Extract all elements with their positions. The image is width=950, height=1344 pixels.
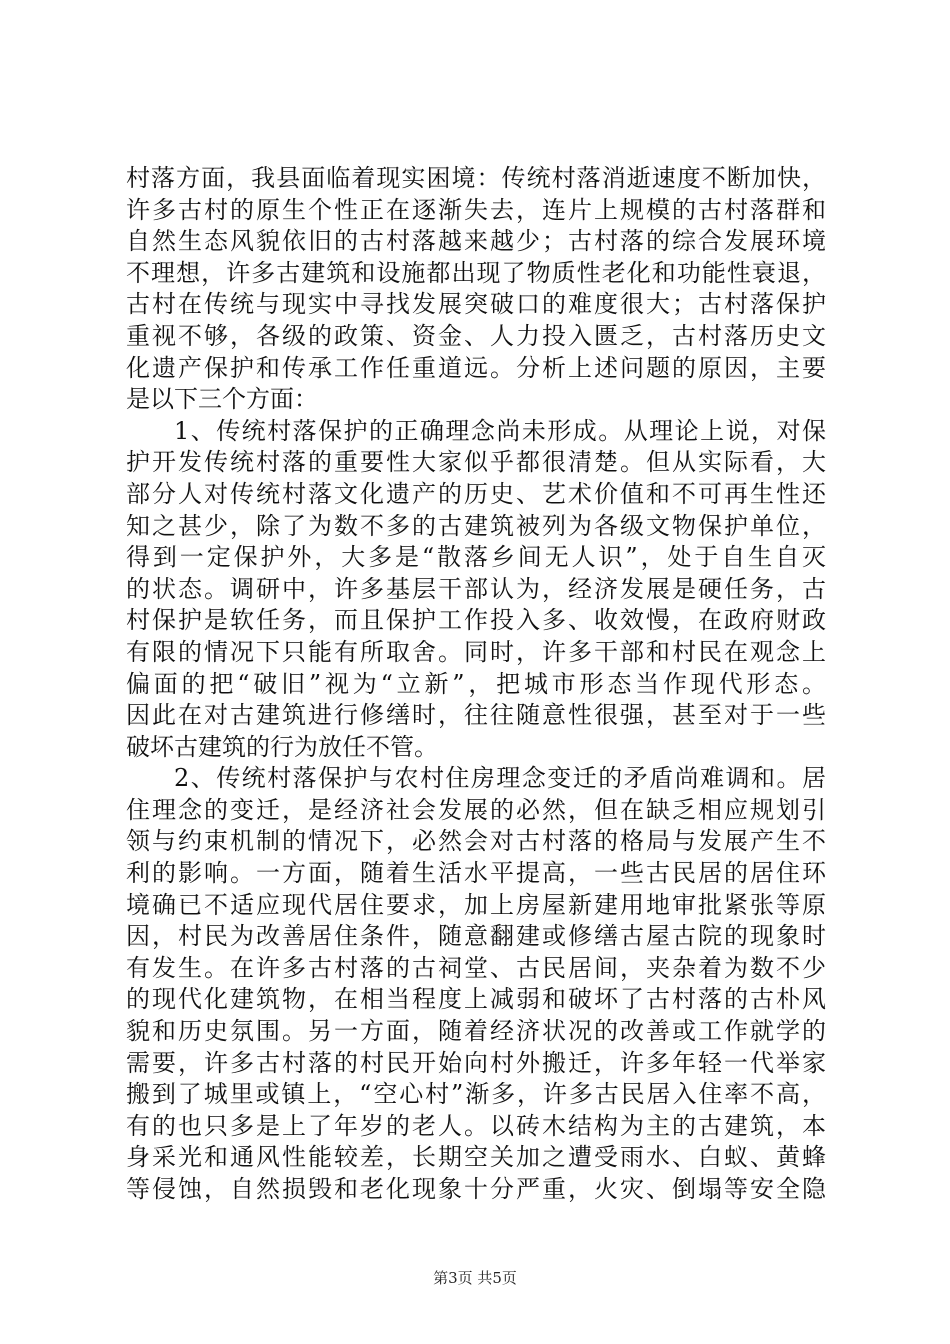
text-line: 偏面的把“破旧”视为“立新”，把城市形态当作现代形态。 xyxy=(126,669,826,698)
body-text xyxy=(126,163,826,1206)
text-line: 的现代化建筑物，在相当程度上减弱和破坏了古村落的古朴风 xyxy=(126,985,826,1014)
text-line: 知之甚少，除了为数不多的古建筑被列为各级文物保护单位， xyxy=(126,511,826,540)
text-line: 村落方面，我县面临着现实困境：传统村落消逝速度不断加快， xyxy=(126,164,826,192)
text-line: 需要，许多古村落的村民开始向村外搬迁，许多年轻一代举家 xyxy=(126,1048,826,1077)
page-footer xyxy=(0,1268,950,1288)
text-line: 古村在传统与现实中寻找发展突破口的难度很大；古村落保护 xyxy=(126,290,826,319)
text-line: 利的影响。一方面，随着生活水平提高，一些古民居的居住环 xyxy=(126,859,826,888)
text-line: 搬到了城里或镇上，“空心村”渐多，许多古民居入住率不高， xyxy=(126,1080,826,1109)
text-line: 身采光和通风性能较差，长期空关加之遭受雨水、白蚁、黄蜂 xyxy=(126,1143,826,1172)
text-line: 住理念的变迁，是经济社会发展的必然，但在缺乏相应规划引 xyxy=(126,795,826,824)
text-line: 有限的情况下只能有所取舍。同时，许多干部和村民在观念上 xyxy=(126,637,826,666)
text-line: 因，村民为改善居住条件，随意翻建或修缮古屋古院的现象时 xyxy=(126,922,826,951)
text-line: 护开发传统村落的重要性大家似乎都很清楚。但从实际看，大 xyxy=(126,448,826,477)
text-line: 村保护是软任务，而且保护工作投入多、收效慢，在政府财政 xyxy=(126,606,826,635)
text-line: 境确已不适应现代居住要求，加上房屋新建用地审批紧张等原 xyxy=(126,890,826,919)
text-line: 得到一定保护外，大多是“散落乡间无人识”，处于自生自灭 xyxy=(126,543,826,572)
page-number: 第3页 共5页 xyxy=(433,1269,517,1287)
paragraph-1-start: 1、传统村落保护的正确理念尚未形成。从理论上说，对保 xyxy=(174,416,826,445)
text-line: 有的也只多是上了年岁的老人。以砖木结构为主的古建筑，本 xyxy=(126,1111,826,1140)
text-line: 领与约束机制的情况下，必然会对古村落的格局与发展产生不 xyxy=(126,827,826,856)
text-line: 貌和历史氛围。另一方面，随着经济状况的改善或工作就学的 xyxy=(126,1017,826,1046)
text-line: 许多古村的原生个性正在逐渐失去，连片上规模的古村落群和 xyxy=(126,195,826,224)
text-line: 不理想，许多古建筑和设施都出现了物质性老化和功能性衰退， xyxy=(126,258,826,287)
text-line: 破坏古建筑的行为放任不管。 xyxy=(126,732,438,761)
text-line: 等侵蚀，自然损毁和老化现象十分严重，火灾、倒塌等安全隐 xyxy=(126,1175,826,1203)
text-line: 因此在对古建筑进行修缮时，往往随意性很强，甚至对于一些 xyxy=(126,701,826,730)
text-line: 重视不够，各级的政策、资金、人力投入匮乏，古村落历史文 xyxy=(126,321,826,350)
text-line: 自然生态风貌依旧的古村落越来越少；古村落的综合发展环境 xyxy=(126,227,826,256)
text-line: 的状态。调研中，许多基层干部认为，经济发展是硬任务，古 xyxy=(126,574,826,603)
text-line: 化遗产保护和传承工作任重道远。分析上述问题的原因，主要 xyxy=(126,353,826,382)
text-line: 有发生。在许多古村落的古祠堂、古民居间，夹杂着为数不少 xyxy=(126,953,826,982)
text-line: 部分人对传统村落文化遗产的历史、艺术价值和不可再生性还 xyxy=(126,479,826,508)
text-line: 是以下三个方面： xyxy=(126,385,318,414)
paragraph-2-start: 2、传统村落保护与农村住房理念变迁的矛盾尚难调和。居 xyxy=(174,764,826,793)
